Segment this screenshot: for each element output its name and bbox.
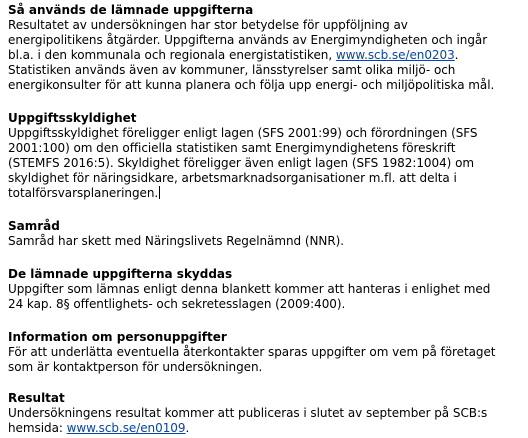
text-line: 2001:100) om den officiella statistiken samt Energimyndighetens föreskrift: [8, 141, 456, 155]
text-line: Samråd har skett med Näringslivets Regelnämnd (NNR).: [8, 234, 345, 248]
scb-en0109-link[interactable]: www.scb.se/en0109: [66, 421, 186, 435]
text-line: Resultatet av undersökningen har stor betydelse för uppföljning av: [8, 18, 408, 32]
text-fragment: bl.a. i den kommunala och regionala energistatistiken,: [8, 48, 336, 62]
text-line: skyldighet för näringsidkare, arbetsmarknadsorganisationer m.fl. att delta i: [8, 171, 457, 185]
text-line: [8, 186, 528, 201]
text-line: För att underlätta eventuella återkontakter sparas uppgifter om vem på företaget: [8, 345, 496, 359]
section-heading: Information om personuppgifter: [8, 330, 227, 344]
text-line: Uppgifter som lämnas enligt denna blankett kommer att hanteras i enlighet med: [8, 282, 491, 296]
text-line: Undersökningens resultat kommer att publiceras i slutet av september på SCB:s: [8, 406, 488, 420]
text-fragment: .: [454, 48, 459, 62]
text-line: Statistiken används även av kommuner, länsstyrelser samt olika miljö- och: [8, 63, 456, 77]
scb-en0203-link[interactable]: www.scb.se/en0203: [335, 48, 455, 62]
section-usage: [8, 3, 528, 93]
text-line: [8, 48, 528, 63]
section-body: [8, 345, 528, 375]
section-heading: De lämnade uppgifterna skyddas: [8, 267, 233, 281]
text-fragment: totalförsvarsplaneringen.: [8, 186, 159, 200]
section-body: [8, 126, 528, 201]
section-personal-data: [8, 330, 528, 375]
section-obligation: [8, 111, 528, 201]
section-body: [8, 18, 528, 93]
text-fragment: hemsida:: [8, 421, 67, 435]
text-line: energipolitikens åtgärder. Uppgifterna används av Energimyndigheten och ingår: [8, 33, 488, 47]
section-body: [8, 282, 528, 312]
section-results: [8, 391, 528, 436]
section-heading: Så används de lämnade uppgifterna: [8, 3, 254, 17]
section-heading: Uppgiftsskyldighet: [8, 111, 137, 125]
section-body: [8, 406, 528, 436]
section-heading: Resultat: [8, 391, 65, 405]
text-line: energikonsulter för att kunna planera och följa upp energi- och miljöpolitiska mål.: [8, 78, 495, 92]
text-fragment: .: [185, 421, 190, 435]
text-line: som är kontaktperson för undersökningen.: [8, 360, 263, 374]
section-body: [8, 234, 528, 249]
section-protection: [8, 267, 528, 312]
text-line: Uppgiftsskyldighet föreligger enligt lagen (SFS 2001:99) och förordningen (SFS: [8, 126, 478, 140]
text-line: (STEMFS 2016:5). Skyldighet föreligger även enligt lagen (SFS 1982:1004) om: [8, 156, 474, 170]
section-heading: Samråd: [8, 219, 60, 233]
section-consultation: [8, 219, 528, 249]
text-line: 24 kap. 8§ offentlighets- och sekretesslagen (2009:400).: [8, 297, 346, 311]
text-cursor: [159, 186, 160, 199]
text-line: [8, 421, 528, 436]
